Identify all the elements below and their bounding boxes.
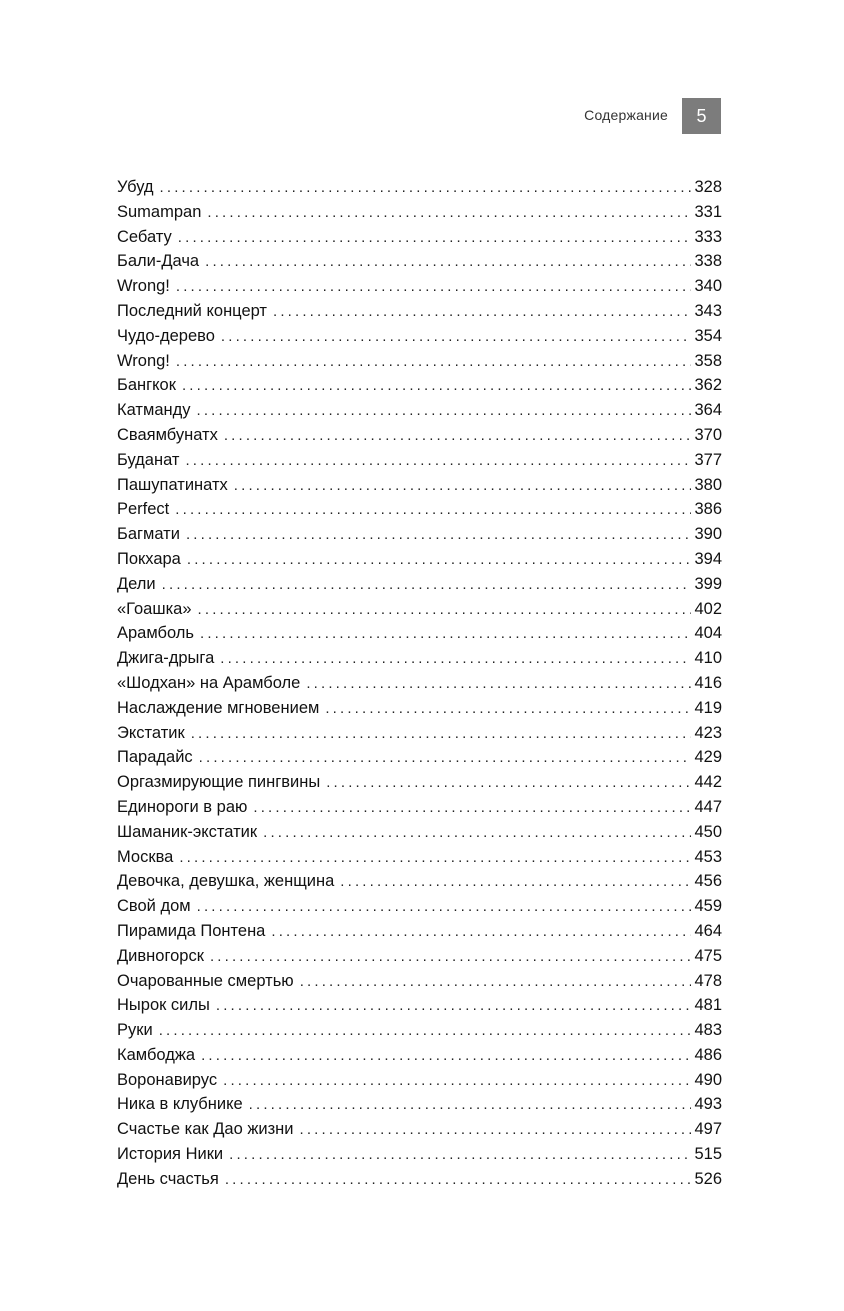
toc-entry-page: 453 <box>694 847 722 866</box>
toc-entry-title: Москва <box>117 847 174 866</box>
toc-entry-title: Буданат <box>117 450 180 469</box>
toc-entry-title: Покхара <box>117 549 181 568</box>
toc-entry[interactable] <box>117 869 722 894</box>
toc-entry-title: Шаманик-экстатик <box>117 822 258 841</box>
toc-entry-page: 404 <box>694 624 722 643</box>
toc-entry-page: 340 <box>694 277 722 296</box>
toc-entry-page: 354 <box>694 326 722 345</box>
toc-entry-page: 377 <box>694 450 722 469</box>
toc-entry-page: 481 <box>694 996 722 1015</box>
toc-entry-title: Последний концерт <box>117 301 267 320</box>
toc-dot-leader <box>271 920 691 944</box>
toc-entry-title: Камбоджа <box>117 1045 196 1064</box>
toc-dot-leader <box>224 424 692 448</box>
toc-dot-leader <box>175 498 691 522</box>
toc-dot-leader <box>326 771 691 795</box>
toc-entry-title: Бангкок <box>117 376 176 395</box>
toc-entry-title: Катманду <box>117 401 191 420</box>
toc-entry-page: 358 <box>694 351 722 370</box>
toc-entry[interactable] <box>117 919 722 944</box>
toc-entry[interactable] <box>117 249 722 274</box>
toc-entry-page: 456 <box>694 872 722 891</box>
toc-entry-title: День счастья <box>117 1169 219 1188</box>
toc-entry-page: 483 <box>694 1021 722 1040</box>
toc-entry-page: 478 <box>694 971 722 990</box>
toc-dot-leader <box>199 746 692 770</box>
toc-entry-page: 442 <box>694 773 722 792</box>
toc-entry-title: Чудо-дерево <box>117 326 215 345</box>
toc-dot-leader <box>178 226 692 250</box>
toc-dot-leader <box>186 523 692 547</box>
toc-entry[interactable] <box>117 547 722 572</box>
toc-dot-leader <box>197 895 692 919</box>
toc-entry[interactable] <box>117 696 722 721</box>
toc-entry-page: 338 <box>694 252 722 271</box>
toc-entry[interactable] <box>117 225 722 250</box>
toc-entry-page: 410 <box>694 649 722 668</box>
toc-entry-title: Руки <box>117 1021 153 1040</box>
toc-dot-leader <box>176 350 692 374</box>
section-title: Содержание <box>584 107 668 123</box>
toc-entry[interactable] <box>117 621 722 646</box>
toc-entry-page: 450 <box>694 822 722 841</box>
toc-entry[interactable] <box>117 745 722 770</box>
toc-entry-page: 364 <box>694 401 722 420</box>
toc-entry-title: Дели <box>117 574 156 593</box>
toc-entry[interactable] <box>117 944 722 969</box>
toc-entry-title: Арамболь <box>117 624 195 643</box>
toc-entry-title: Ника в клубнике <box>117 1095 243 1114</box>
toc-entry-title: «Шодхан» на Арамболе <box>117 673 301 692</box>
toc-entry-title: Очарованные смертью <box>117 971 294 990</box>
toc-entry-title: «Гоашка» <box>117 599 192 618</box>
toc-entry[interactable] <box>117 522 722 547</box>
toc-entry-title: Воронавирус <box>117 1070 218 1089</box>
toc-dot-leader <box>159 1019 692 1043</box>
toc-dot-leader <box>200 622 691 646</box>
toc-dot-leader <box>300 970 692 994</box>
toc-entry-page: 399 <box>694 574 722 593</box>
toc-entry[interactable] <box>117 1167 722 1192</box>
toc-dot-leader <box>253 796 691 820</box>
toc-entry-title: Экстатик <box>117 723 185 742</box>
toc-dot-leader <box>201 1044 691 1068</box>
toc-entry-page: 464 <box>694 921 722 940</box>
toc-dot-leader <box>216 994 692 1018</box>
toc-entry-page: 429 <box>694 748 722 767</box>
page-number: 5 <box>696 105 707 126</box>
toc-entry-title: Wrong! <box>117 351 170 370</box>
toc-entry-page: 423 <box>694 723 722 742</box>
toc-dot-leader <box>273 300 691 324</box>
toc-entry[interactable] <box>117 1068 722 1093</box>
toc-dot-leader <box>185 449 691 473</box>
toc-dot-leader <box>198 598 692 622</box>
toc-entry[interactable] <box>117 373 722 398</box>
running-header <box>0 98 844 134</box>
toc-entry-page: 362 <box>694 376 722 395</box>
toc-entry-page: 459 <box>694 897 722 916</box>
toc-dot-leader <box>300 1118 692 1142</box>
toc-entry[interactable] <box>117 671 722 696</box>
toc-entry[interactable] <box>117 274 722 299</box>
toc-entry-page: 328 <box>694 178 722 196</box>
toc-entry-page: 515 <box>694 1145 722 1164</box>
toc-entry-title: Себату <box>117 227 172 246</box>
toc-entry[interactable] <box>117 497 722 522</box>
toc-entry-page: 333 <box>694 227 722 246</box>
toc-entry[interactable] <box>117 572 722 597</box>
toc-dot-leader <box>229 1143 691 1167</box>
toc-entry[interactable] <box>117 324 722 349</box>
toc-entry-page: 331 <box>694 202 722 221</box>
toc-entry-page: 394 <box>694 549 722 568</box>
toc-dot-leader <box>234 474 692 498</box>
toc-entry[interactable] <box>117 894 722 919</box>
toc-entry-title: Сваямбунатх <box>117 425 218 444</box>
toc-entry[interactable] <box>117 175 722 200</box>
toc-entry-page: 475 <box>694 946 722 965</box>
toc-entry-title: Единороги в раю <box>117 797 248 816</box>
toc-entry-page: 493 <box>694 1095 722 1114</box>
toc-dot-leader <box>220 647 691 671</box>
toc-dot-leader <box>179 846 691 870</box>
page-number-badge <box>682 98 721 134</box>
toc-dot-leader <box>162 573 692 597</box>
toc-entry-title: Багмати <box>117 525 180 544</box>
toc-entry-title: Парадайс <box>117 748 193 767</box>
toc-entry[interactable] <box>117 597 722 622</box>
toc-entry-title: Наслаждение мгновением <box>117 698 320 717</box>
toc-entry[interactable] <box>117 993 722 1018</box>
toc-dot-leader <box>340 870 691 894</box>
toc-entry[interactable] <box>117 473 722 498</box>
toc-entry-title: Sumampan <box>117 202 202 221</box>
toc-dot-leader <box>207 201 691 225</box>
toc-entry-title: Пашупатинатх <box>117 475 228 494</box>
toc-dot-leader <box>223 1069 691 1093</box>
toc-dot-leader <box>187 548 692 572</box>
toc-entry[interactable] <box>117 1092 722 1117</box>
toc-dot-leader <box>160 176 692 200</box>
toc-dot-leader <box>197 399 692 423</box>
toc-entry-title: Убуд <box>117 178 154 196</box>
toc-entry[interactable] <box>117 845 722 870</box>
toc-entry-page: 370 <box>694 425 722 444</box>
toc-entry[interactable] <box>117 646 722 671</box>
toc-dot-leader <box>249 1093 692 1117</box>
toc-entry-title: Пирамида Понтена <box>117 921 266 940</box>
toc-dot-leader <box>182 374 692 398</box>
toc-entry-page: 497 <box>694 1120 722 1139</box>
toc-entry[interactable] <box>117 1043 722 1068</box>
toc-entry-title: Нырок силы <box>117 996 210 1015</box>
toc-entry[interactable] <box>117 1018 722 1043</box>
toc-entry-page: 343 <box>694 301 722 320</box>
toc-entry-title: Perfect <box>117 500 170 519</box>
toc-entry-page: 447 <box>694 797 722 816</box>
toc-entry[interactable] <box>117 969 722 994</box>
toc-entry-title: Бали-Дача <box>117 252 200 271</box>
toc-entry[interactable] <box>117 721 722 746</box>
toc-entry-page: 386 <box>694 500 722 519</box>
toc-dot-leader <box>325 697 691 721</box>
toc-dot-leader <box>263 821 691 845</box>
toc-entry-page: 490 <box>694 1070 722 1089</box>
toc-dot-leader <box>221 325 692 349</box>
toc-entry-page: 380 <box>694 475 722 494</box>
toc-entry[interactable] <box>117 1142 722 1167</box>
toc-entry[interactable] <box>117 423 722 448</box>
toc-dot-leader <box>210 945 692 969</box>
toc-entry-title: Оргазмирующие пингвины <box>117 773 321 792</box>
toc-entry-title: Счастье как Дао жизни <box>117 1120 294 1139</box>
toc-entry-page: 486 <box>694 1045 722 1064</box>
toc-entry[interactable] <box>117 299 722 324</box>
toc-dot-leader <box>306 672 691 696</box>
toc-dot-leader <box>191 722 692 746</box>
toc-entry[interactable] <box>117 770 722 795</box>
toc-entry-title: Девочка, девушка, женщина <box>117 872 335 891</box>
toc-entry[interactable] <box>117 349 722 374</box>
toc-entry-page: 526 <box>694 1169 722 1188</box>
toc-entry-page: 390 <box>694 525 722 544</box>
toc-entry-title: Дивногорск <box>117 946 204 965</box>
toc-entry-page: 402 <box>694 599 722 618</box>
toc-entry-page: 416 <box>694 673 722 692</box>
toc-dot-leader <box>205 250 691 274</box>
toc-entry[interactable] <box>117 200 722 225</box>
toc-entry-title: Свой дом <box>117 897 191 916</box>
toc-entry[interactable] <box>117 795 722 820</box>
toc-entry-title: История Ники <box>117 1145 224 1164</box>
toc-dot-leader <box>225 1168 692 1192</box>
toc-entry[interactable] <box>117 448 722 473</box>
toc-dot-leader <box>176 275 692 299</box>
toc-entry[interactable] <box>117 398 722 423</box>
table-of-contents <box>117 175 722 1192</box>
toc-entry-title: Wrong! <box>117 277 170 296</box>
toc-entry-page: 419 <box>694 698 722 717</box>
toc-entry[interactable] <box>117 820 722 845</box>
toc-entry-title: Джига-дрыга <box>117 649 215 668</box>
toc-entry[interactable] <box>117 1117 722 1142</box>
